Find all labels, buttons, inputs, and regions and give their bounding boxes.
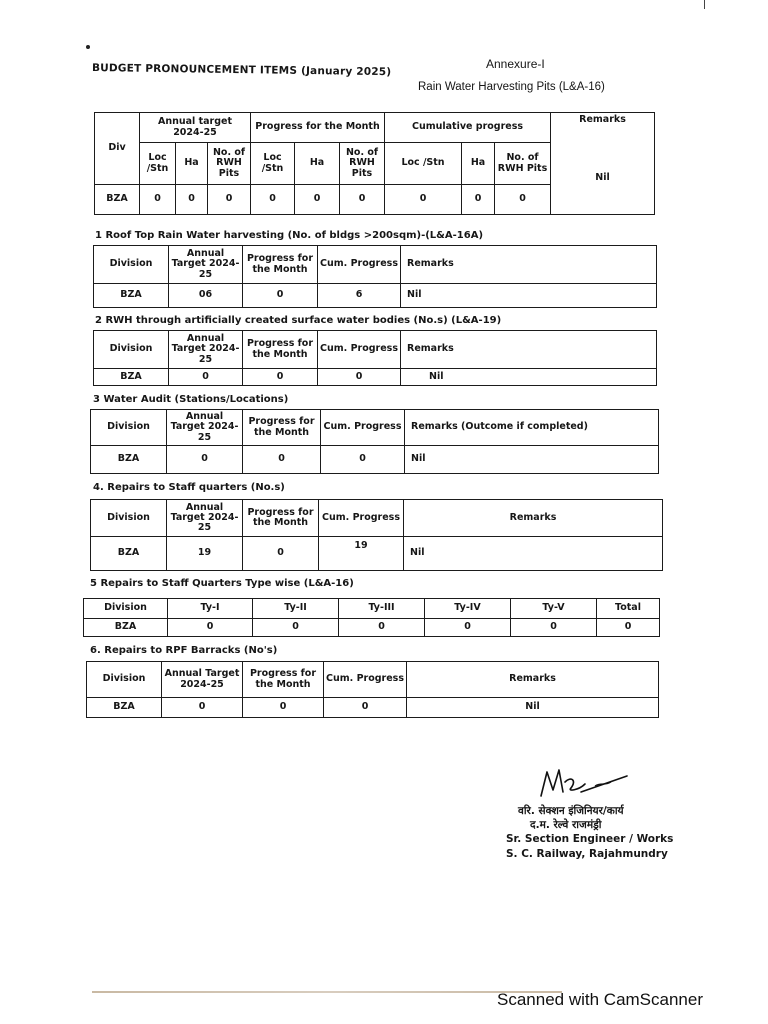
stamp-designation: Sr. Section Engineer / Works — [506, 833, 674, 846]
col-progress-ha: Ha — [295, 143, 340, 185]
table-row — [84, 619, 660, 637]
section-4-table — [90, 499, 663, 571]
stamp-hindi-location: द.म. रेल्वे राजमंड्री — [530, 819, 602, 832]
col-remarks: Remarks — [579, 114, 626, 125]
cum-value: 0 — [318, 369, 401, 386]
col-cum-ha: Ha — [462, 143, 495, 185]
section-3-title: 3 Water Audit (Stations/Locations) — [93, 394, 289, 405]
table-row — [91, 537, 663, 571]
cell-value: 0 — [208, 185, 251, 215]
total-value: 0 — [597, 619, 660, 637]
col-cum-progress: Cum. Progress — [318, 246, 401, 284]
col-ty-3: Ty-III — [339, 599, 425, 619]
cell-value: 0 — [251, 185, 295, 215]
section-1-table — [93, 245, 657, 308]
col-annual-target: Annual Target 2024-25 — [167, 410, 243, 446]
remarks-value: Nil — [401, 284, 657, 308]
remarks-value: Nil — [401, 369, 657, 386]
col-division: Division — [94, 246, 169, 284]
ty-1-value: 0 — [168, 619, 253, 637]
target-value: 19 — [167, 537, 243, 571]
remarks-value: Nil — [404, 537, 663, 571]
div-value: BZA — [84, 619, 168, 637]
section-6-title: 6. Repairs to RPF Barracks (No's) — [90, 645, 278, 656]
remarks-value: Nil — [405, 446, 659, 474]
col-remarks: Remarks — [401, 331, 657, 369]
cum-value: 0 — [324, 698, 407, 718]
col-cum-progress: Cum. Progress — [324, 662, 407, 698]
div-value: BZA — [91, 446, 167, 474]
col-remarks: Remarks — [404, 500, 663, 537]
table-row — [94, 369, 657, 386]
col-ty-5: Ty-V — [511, 599, 597, 619]
progress-value: 0 — [243, 537, 319, 571]
section-4-title: 4. Repairs to Staff quarters (No.s) — [93, 482, 285, 493]
col-progress-month: Progress for the Month — [243, 331, 318, 369]
col-target-ha: Ha — [176, 143, 208, 185]
cell-value: 0 — [295, 185, 340, 215]
target-value: 0 — [169, 369, 243, 386]
col-annual-target: Annual Target 2024-25 — [169, 246, 243, 284]
col-remarks: Remarks — [401, 246, 657, 284]
corner-mark — [704, 0, 705, 9]
cell-value: 0 — [340, 185, 385, 215]
section-2-table — [93, 330, 657, 386]
col-division: Division — [94, 331, 169, 369]
col-progress-pits: No. of RWH Pits — [340, 143, 385, 185]
col-remarks: Remarks (Outcome if completed) — [405, 410, 659, 446]
cell-value: 0 — [462, 185, 495, 215]
progress-value: 0 — [243, 698, 324, 718]
div-value: BZA — [87, 698, 162, 718]
subtitle: Rain Water Harvesting Pits (L&A-16) — [418, 81, 605, 93]
col-progress-month: Progress for the Month — [243, 246, 318, 284]
ty-4-value: 0 — [425, 619, 511, 637]
col-progress-loc: Loc /Stn — [251, 143, 295, 185]
table-row — [91, 446, 659, 474]
col-ty-1: Ty-I — [168, 599, 253, 619]
bullet-dot — [86, 45, 90, 49]
col-annual-target: Annual target 2024-25 — [140, 113, 251, 143]
col-annual-target: Annual Target 2024-25 — [169, 331, 243, 369]
remarks-cell — [551, 113, 655, 215]
annexure-label: Annexure-I — [486, 57, 545, 71]
progress-value: 0 — [243, 369, 318, 386]
div-value: BZA — [95, 185, 140, 215]
table-row — [87, 698, 659, 718]
cell-value: 0 — [140, 185, 176, 215]
progress-value: 0 — [243, 446, 321, 474]
col-target-loc: Loc /Stn — [140, 143, 176, 185]
target-value: 0 — [167, 446, 243, 474]
remarks-value: Nil — [407, 698, 659, 718]
section-3-table — [90, 409, 659, 474]
col-cum-progress: Cum. Progress — [319, 500, 404, 537]
ty-2-value: 0 — [253, 619, 339, 637]
col-annual-target: Annual Target 2024-25 — [162, 662, 243, 698]
signature-stamp — [506, 804, 673, 861]
section-6-table — [86, 661, 659, 718]
col-cumulative: Cumulative progress — [385, 113, 551, 143]
cum-value: 0 — [321, 446, 405, 474]
col-progress-month: Progress for the Month — [243, 410, 321, 446]
remarks-value: Nil — [595, 172, 610, 183]
cell-value: 0 — [495, 185, 551, 215]
col-cum-progress: Cum. Progress — [321, 410, 405, 446]
col-progress-month: Progress for the Month — [243, 500, 319, 537]
col-division: Division — [87, 662, 162, 698]
col-division: Division — [84, 599, 168, 619]
ty-5-value: 0 — [511, 619, 597, 637]
col-div: Div — [95, 113, 140, 185]
col-progress-month: Progress for the Month — [243, 662, 324, 698]
rwh-pits-table — [94, 112, 655, 215]
target-value: 0 — [162, 698, 243, 718]
col-annual-target: Annual Target 2024-25 — [167, 500, 243, 537]
col-cum-progress: Cum. Progress — [318, 331, 401, 369]
page-title: BUDGET PRONOUNCEMENT ITEMS (January 2025) — [91, 62, 392, 79]
stamp-hindi-designation: वरि. सेक्शन इंजिनियर/कार्य — [518, 805, 624, 817]
progress-value: 0 — [243, 284, 318, 308]
cell-value: 0 — [176, 185, 208, 215]
col-ty-4: Ty-IV — [425, 599, 511, 619]
cum-value: 19 — [319, 537, 404, 571]
div-value: BZA — [91, 537, 167, 571]
col-target-pits: No. of RWH Pits — [208, 143, 251, 185]
section-1-title: 1 Roof Top Rain Water harvesting (No. of bldgs >200sqm)-(L&A-16A) — [95, 230, 484, 241]
div-value: BZA — [94, 369, 169, 386]
cell-value: 0 — [385, 185, 462, 215]
camscanner-watermark: Scanned with CamScanner — [497, 990, 704, 1009]
col-division: Division — [91, 500, 167, 537]
div-value: BZA — [94, 284, 169, 308]
col-cum-loc: Loc /Stn — [385, 143, 462, 185]
table-row — [94, 284, 657, 308]
bottom-edge-line — [92, 991, 562, 993]
ty-3-value: 0 — [339, 619, 425, 637]
section-5-title: 5 Repairs to Staff Quarters Type wise (L&A-16) — [90, 578, 354, 589]
col-progress-month: Progress for the Month — [251, 113, 385, 143]
col-total: Total — [597, 599, 660, 619]
stamp-office: S. C. Railway, Rajahmundry — [506, 847, 668, 860]
section-2-title: 2 RWH through artificially created surface water bodies (No.s) (L&A-19) — [95, 315, 502, 326]
col-division: Division — [91, 410, 167, 446]
cum-value: 6 — [318, 284, 401, 308]
col-ty-2: Ty-II — [253, 599, 339, 619]
col-remarks: Remarks — [407, 662, 659, 698]
col-cum-pits: No. of RWH Pits — [495, 143, 551, 185]
section-5-table — [83, 598, 660, 637]
target-value: 06 — [169, 284, 243, 308]
